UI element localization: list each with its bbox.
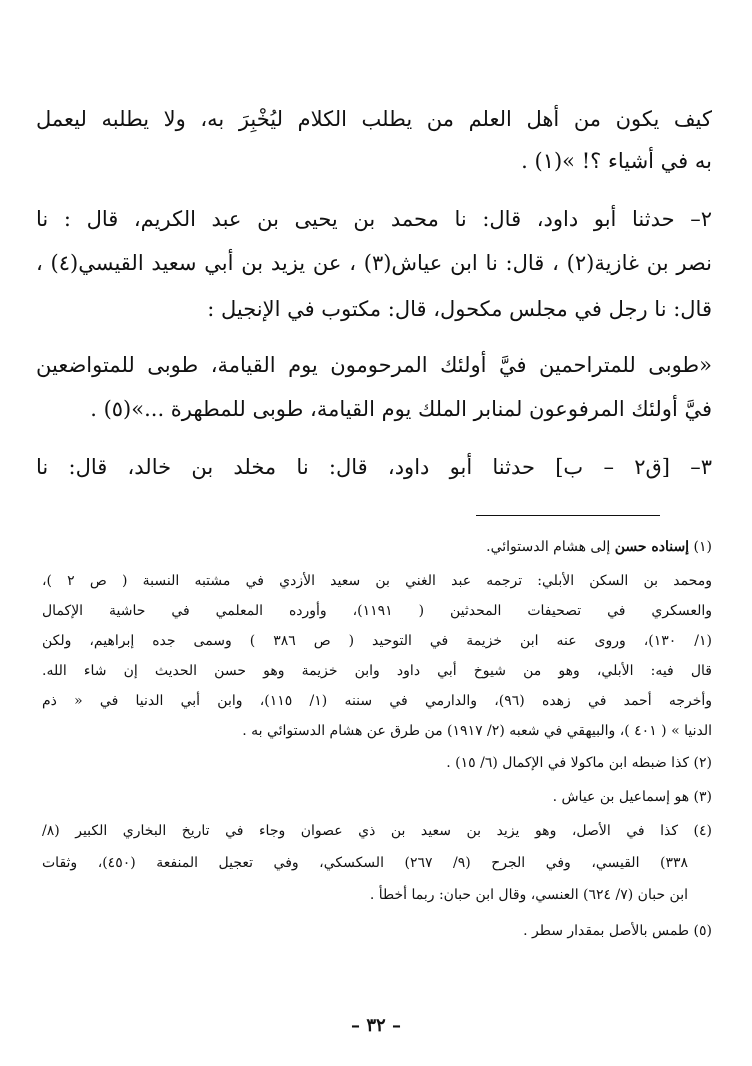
- footnote-4: (٤) كذا في الأصل، وهو يزيد بن سعيد بن ذي عصوان وجاء في تاريخ البخاري الكبير (٨/: [42, 823, 712, 839]
- footnote-1-line: وأخرجه أحمد في زهده (٩٦)، والدارمي في سننه (١/ ١١٥)، وابن أبي الدنيا في « ذم: [42, 693, 713, 709]
- footnote-4-line: ٣٣٨) القيسي، وفي الجرح (٩/ ٢٦٧) السكسكي، وفي تعجيل المنفعة (٤٥٠)، وثقات: [42, 855, 688, 871]
- footnote-1-line: والعسكري في تصحيفات المحدثين ( ١١٩١)، وأورده المعلمي في حاشية الإكمال: [42, 603, 712, 619]
- footnote-number: (١): [693, 539, 712, 555]
- footnote-4-line: ابن حبان (٧/ ٦٢٤) العنسي، وقال ابن حبان: ربما أخطأ .: [369, 887, 688, 903]
- quote-line: فيَّ أولئك المرفوعون لمنابر الملك يوم القيامة، طوبى للمطهرة ...»(٥) .: [90, 397, 712, 421]
- footnote-1-line: ومحمد بن السكن الأبلي: ترجمه عبد الغني بن سعيد الأزدي في مشتبه النسبة ( ص ٢ )،: [42, 573, 712, 589]
- footnote-1-line: (١/ ١٣٠)، وروى عنه ابن خزيمة في التوحيد ( ص ٣٨٦ ) وسمى جده إبراهيم، ولكن: [42, 633, 712, 649]
- footnote-bold-text: إسناده حسن: [614, 539, 690, 555]
- page-number: – ٣٢ –: [351, 1015, 401, 1036]
- hadith-2-line: ٢– حدثنا أبو داود، قال: نا محمد بن يحيى بن عبد الكريم، قال : نا: [36, 207, 712, 231]
- quote-line: «طوبى للمتراحمين فيَّ أولئك المرحومون يوم القيامة، طوبى للمتواضعين: [36, 353, 712, 377]
- footnote-1-line: الدنيا » ( ٤٠١ )، والبيهقي في شعبه (٢/ ١٩١٧) من طرق عن هشام الدستوائي به .: [242, 723, 712, 739]
- footnote-5: (٥) طمس بالأصل بمقدار سطر .: [523, 923, 712, 939]
- footnote-1-line: قال فيه: الأبلي، وهو من شيوخ أبي داود وابن خزيمة وهو حسن الحديث إن شاء الله.: [42, 663, 712, 679]
- footnote-3: (٣) هو إسماعيل بن عياش .: [552, 789, 712, 805]
- hadith-2-line: قال: نا رجل في مجلس مكحول، قال: مكتوب في الإنجيل :: [207, 297, 712, 321]
- footnote-text: إلى هشام الدستوائي.: [486, 539, 611, 555]
- hadith-2-line: نصر بن غازية(٢) ، قال: نا ابن عياش(٣) ، عن يزيد بن أبي سعيد القيسي(٤) ،: [36, 251, 712, 275]
- hadith-3-line: ٣– [ق٢ – ب] حدثنا أبو داود، قال: نا مخلد بن خالد، قال: نا: [36, 455, 712, 479]
- footnote-divider: [476, 515, 660, 516]
- main-text-line: به في أشياء ؟! »(١) .: [521, 149, 712, 173]
- footnote-2: (٢) كذا ضبطه ابن ماكولا في الإكمال (٦/ ١٥) .: [446, 755, 712, 771]
- footnote-1: [42, 536, 712, 558]
- main-text-line: كيف يكون من أهل العلم من يطلب الكلام ليُخْبِرَ به، ولا يطلبه ليعمل: [36, 107, 712, 131]
